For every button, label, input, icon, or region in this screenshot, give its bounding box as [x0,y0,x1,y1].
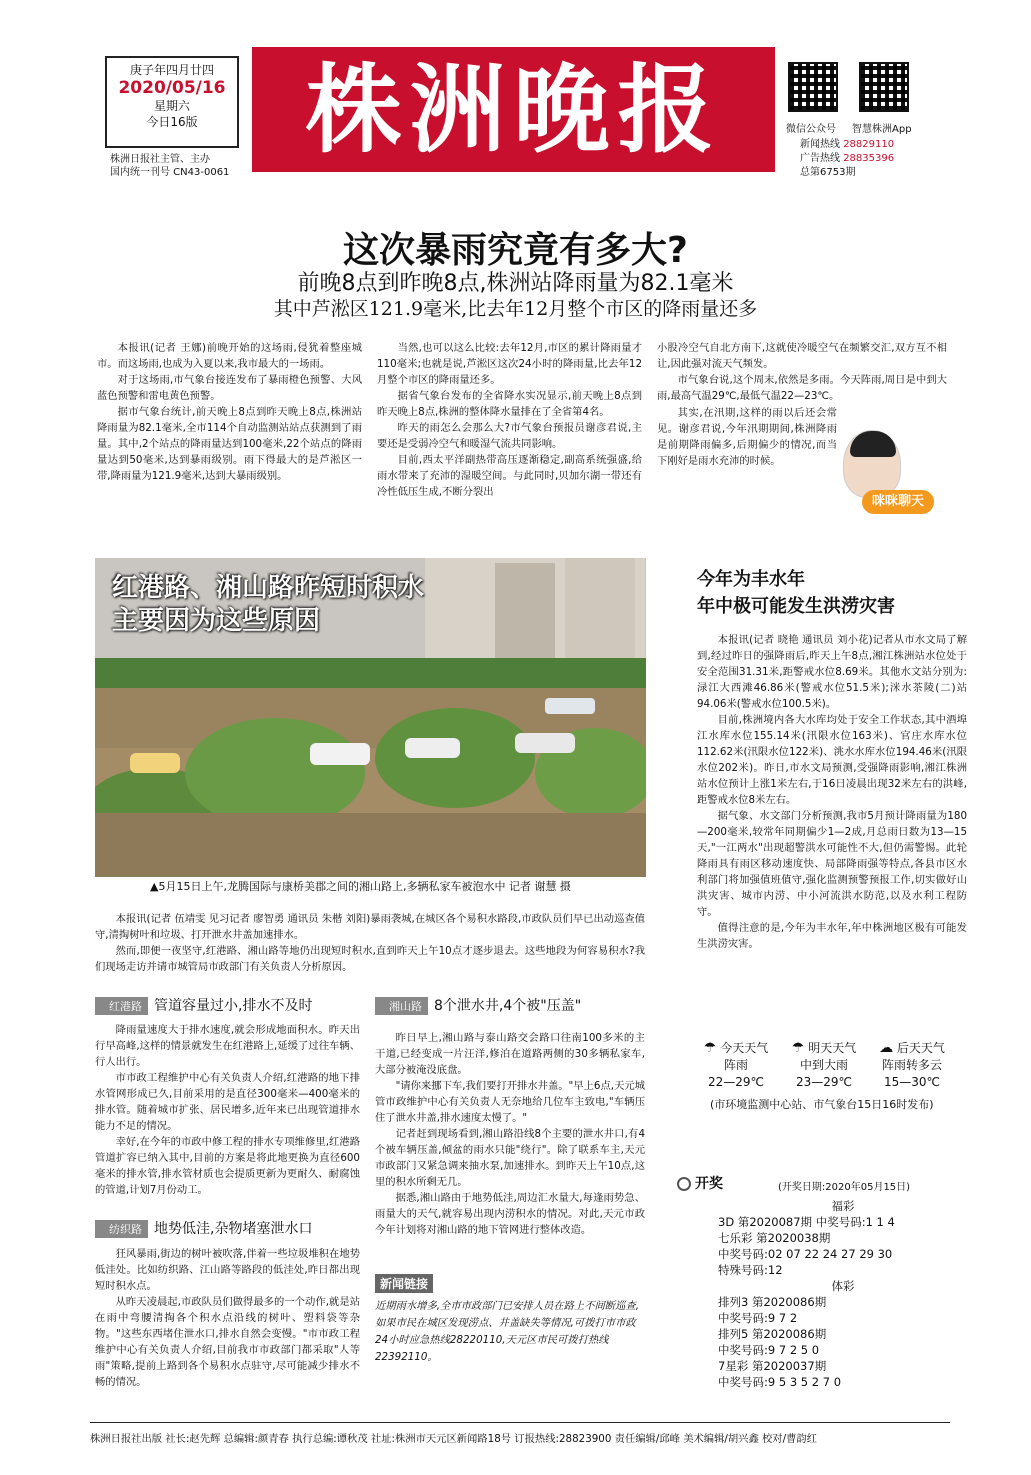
lead-subhead: 前晚8点到昨晚8点,株洲站降雨量为82.1毫米 [297,271,734,296]
flood-intro: 本报讯(记者 伍靖雯 见习记者 廖智勇 通讯员 朱楷 刘阳)暴雨袭城,在城区各个易积水路段,市政队员们早已出动巡查值守,清掏树叶和垃圾、打开泄水井盖加速排水。 然而,即便一夜坚守,红港路、湘山路等地仍出现短时积水,直到昨天上午10点才逐步退去。这些地段为何容易积水?我们现场走访并请市城管局市政部门有关负责人分析原因。 [95,913,645,973]
weather-column-badge: 咪咪聊天 [862,490,934,514]
section-hongganglu[interactable]: 红港路 管道容量过小,排水不及时 [95,995,312,1015]
weather-tomorrow: ☂ 明天天气 中到大雨 23—29℃ [791,1040,857,1089]
lottery-icon [677,1177,691,1191]
cloud-icon: ☁ [879,1040,894,1056]
section-hongganglu-body: 降雨量速度大于排水速度,就会形成地面积水。昨天出行早高峰,这样的情景就发生在红港路上,延缓了过往车辆、行人出行。 市市政工程维护中心有关负责人介绍,红港路的地下排水管网形成已久,目前采用的是直径300毫米—400毫米的排水管。随着城市扩张、居民增多,近年来已出现管道排水能力不足的情况。 幸好,在今年的市政中修工程的排水专项维修里,红港路管道扩容已纳入其中,目前的方案是将此地更换为直径600毫米的排水管,排水管材质也会提质更新为更耐久、耐腐蚀的管道,计划7月份动工。 [95,1024,360,1196]
qr-code-icon[interactable] [788,62,838,112]
qr-label-wechat: 微信公众号 [786,124,836,135]
avatar [843,430,901,498]
news-link-heading[interactable]: 新闻链接 [375,1274,433,1293]
section-fangzhilu-body: 狂风暴雨,街边的树叶被吹落,伴着一些垃圾堆积在地势低洼处。比如纺织路、江山路等路段的低洼处,昨日都出现短时积水点。 从昨天凌晨起,市政队员们做得最多的一个动作,就是站在雨中弯腰清掏各个积水点沿线的树叶、塑料袋等杂物。"这些东西堵住泄水口,排水自然会变慢。"市市政工程维护中心有关负责人介绍,目前我市市政部门都采取"人等雨"策略,提前上路到各个易积水点驻守,尽可能减少排水不畅的情况。 [95,1248,360,1388]
qr-code-icon[interactable] [859,62,909,112]
hotlines: 新闻热线 28829110 广告热线 28835396 总第6753期 [800,139,895,178]
section-xiangshanlu-body: 昨日早上,湘山路与泰山路交会路口往南100多米的主干道,已经变成一片汪洋,修泊在道路两侧的30多辆私家车,大部分被淹没底盘。 "请你来挪下车,我们要打开排水井盖。"早上6点,天元城管市政维护中心有关负责人无奈地给几位车主致电,"车辆压住了泄水井盖,排水速度太慢了。" 记者赶到现场看到,湘山路沿线8个主要的泄水井口,有4个被车辆压盖,倾盆的雨水只能"绕行"。除了联系车主,天元市政部门又紧急调来抽水泵,加速排水。到昨天上午10点,这里的积水所剩无几。 据悉,湘山路由于地势低洼,周边汇水量大,每逢雨势急、雨量大的天气,就容易出现内涝积水的情况。对此,天元市政今年计划将对湘山路的地下管网进行整体改造。 [375,1032,645,1236]
news-hotline: 28829110 [843,139,895,150]
section-xiangshanlu[interactable]: 湘山路 8个泄水井,4个被"压盖" [375,995,581,1015]
weather-source: (市环境监测中心站、市气象台15日16时发布) [710,1098,934,1111]
lottery-results: 福彩 3D 第2020087期 中奖号码:1 1 4 七乐彩 第2020038期 中奖号码:02 07 22 24 27 29 30 特殊号码:12 体彩 排列3 第2020086期 中奖号码:9 7 2 排列5 第2020086期 中奖号码:9 7 2 5 0 7星彩 第2020037期 中奖号码:9 5 3 5 2 7 0 [718,1199,895,1389]
publisher-info: 株洲日报社主管、主办 国内统一刊号 CN43-0061 [110,154,230,178]
weather-today: ☂ 今天天气 阵雨 22—29℃ [703,1040,769,1089]
weather-forecast [697,1040,967,1094]
lead-headline[interactable]: 这次暴雨究竟有多大? [343,230,688,271]
issue-date: 2020/05/16 [118,78,226,98]
qr-label-app: 智慧株洲App [852,124,912,135]
lead-column-3a: 小股冷空气自北方南下,这就使冷暖空气在频繁交汇,双方互不相让,因此强对流天气频发。 市气象台说,这个周末,依然是多雨。今天阵雨,周日是中到大雨,最高气温29℃,最低气温22—23℃。 [657,342,947,402]
flood-year-body: 本报讯(记者 晓艳 通讯员 刘小花)记者从市水文局了解到,经过昨日的强降雨后,昨天上午8点,湘江株洲站水位处于安全范围31.31米,距警戒水位8.69米。其他水文站分别为:渌江大西滩46.86米(警戒水位51.5米);洣水茶陵(二)站94.06米(警戒水位100.5米)。 目前,株洲境内各大水库均处于安全工作状态,其中酒埠江水库水位155.14米(汛限水位163米)、官庄水库水位112.62米(汛限水位122米)、洮水水库水位194.46米(汛限水位202米)。昨日,市水文局预测,受强降雨影响,湘江株洲站水位预计上涨1米左右,于16日凌晨出现32米左右的洪峰,距警戒水位8米左右。 据气象、水文部门分析预测,我市5月预计降雨量为180—200毫米,较常年同期偏少1—2成,月总雨日数为13—15天,"一江两水"出现超警洪水可能性不大,但仍需警惕。此轮降雨具有雨区移动速度快、局部降雨强等特点,各县市区水利部门将加强值班值守,强化监测预警预报工作,切实做好山洪灾害、城市内涝、中小河流洪水防范,以及水利工程防守。 值得注意的是,今年为丰水年,年中株洲地区极有可能发生洪涝灾害。 [697,634,967,950]
flood-year-title[interactable]: 今年为丰水年 [697,569,805,590]
lead-column-1: 本报讯(记者 王娜)前晚开始的这场雨,侵犹着整座城市。而这场雨,也成为入夏以来,我市最大的一场雨。 对于这场雨,市气象台接连发布了暴雨橙色预警、大风蓝色预警和雷电黄色预警。 据市气象台统计,前天晚上8点到昨天晚上8点,株洲站降雨量为82.1毫米,全市114个自动监测站站点获测到了雨量。其中,2个站点的降雨量达到100毫米,22个站点的降雨量达到50毫米,达到暴雨级别。雨下得最大的是芦淞区一带,降雨量为121.9毫米,达到大暴雨级别。 [97,342,362,482]
footer-credits: 株洲日报社出版 社长:赵先辉 总编辑:颜青春 执行总编:谭秋茂 社址:株洲市天元区新闻路18号 订报热线:28823900 责任编辑/邱峰 美术编辑/胡兴鑫 校对/曹韵红 [90,1433,817,1445]
weekday: 星期六 [153,99,190,113]
photo-caption: ▲5月15日上午,龙腾国际与康桥美郡之间的湘山路上,多辆私家车被泡水中 记者 谢慧 摄 [150,880,571,893]
weather-after-tomorrow: ☁ 后天天气 阵雨转多云 15—30℃ [879,1040,945,1089]
lead-subhead-2: 其中芦淞区121.9毫米,比去年12月整个市区的降雨量还多 [273,298,758,320]
lottery-date: (开奖日期:2020年05月15日) [778,1182,911,1193]
lottery-heading[interactable]: 开奖 [677,1173,723,1193]
ad-hotline: 28835396 [843,153,895,164]
flood-year-title-2[interactable]: 年中极可能发生洪涝灾害 [697,596,895,617]
section-fangzhilu[interactable]: 纺织路 地势低洼,杂物堵塞泄水口 [95,1218,312,1238]
rain-icon: ☂ [791,1040,805,1056]
newspaper-title[interactable]: 株洲晚报 [305,53,722,166]
lunar-date: 庚子年四月廿四 [129,63,214,77]
issue-number: 总第6753期 [800,167,856,178]
lead-column-3b: 其实,在汛期,这样的雨以后还会常见。谢彦君说,今年汛期期间,株洲降雨是前期降雨偏多,后期偏少的情况,而当下刚好是雨水充沛的时候。 [657,407,837,467]
date-box [105,56,239,148]
rain-icon: ☂ [703,1040,717,1056]
news-link-text: 近期雨水增多,全市市政部门已安排人员在路上不间断巡查,如果市民在城区发现涝点、井盖缺失等情况,可拨打市市政24小时应急热线28220110,天元区市民可拨打热线22392110。 [375,1300,639,1363]
footer-divider [90,1422,950,1423]
photo-story-title[interactable]: 红港路、湘山路昨短时积水 主要因为这些原因 [112,573,425,636]
lead-column-2: 当然,也可以这么比较:去年12月,市区的累计降雨量才110毫米;也就是说,芦淞区这次24小时的降雨量,比去年12月整个市区的降雨量还多。 据省气象台发布的全省降水实况显示,前天晚上8点到昨天晚上8点,株洲的整体降水量排在了全省第4名。 昨天的雨怎么会那么大?市气象台预报员谢彦君说,主要还是受弱冷空气和暖湿气流共同影响。 目前,西太平洋副热带高压逐渐稳定,副高系统强盛,给雨水带来了充沛的湿暖空间。与此同时,贝加尔湖一带还有冷性低压生成,不断分裂出 [377,342,642,498]
page-count: 今日16版 [146,115,198,129]
